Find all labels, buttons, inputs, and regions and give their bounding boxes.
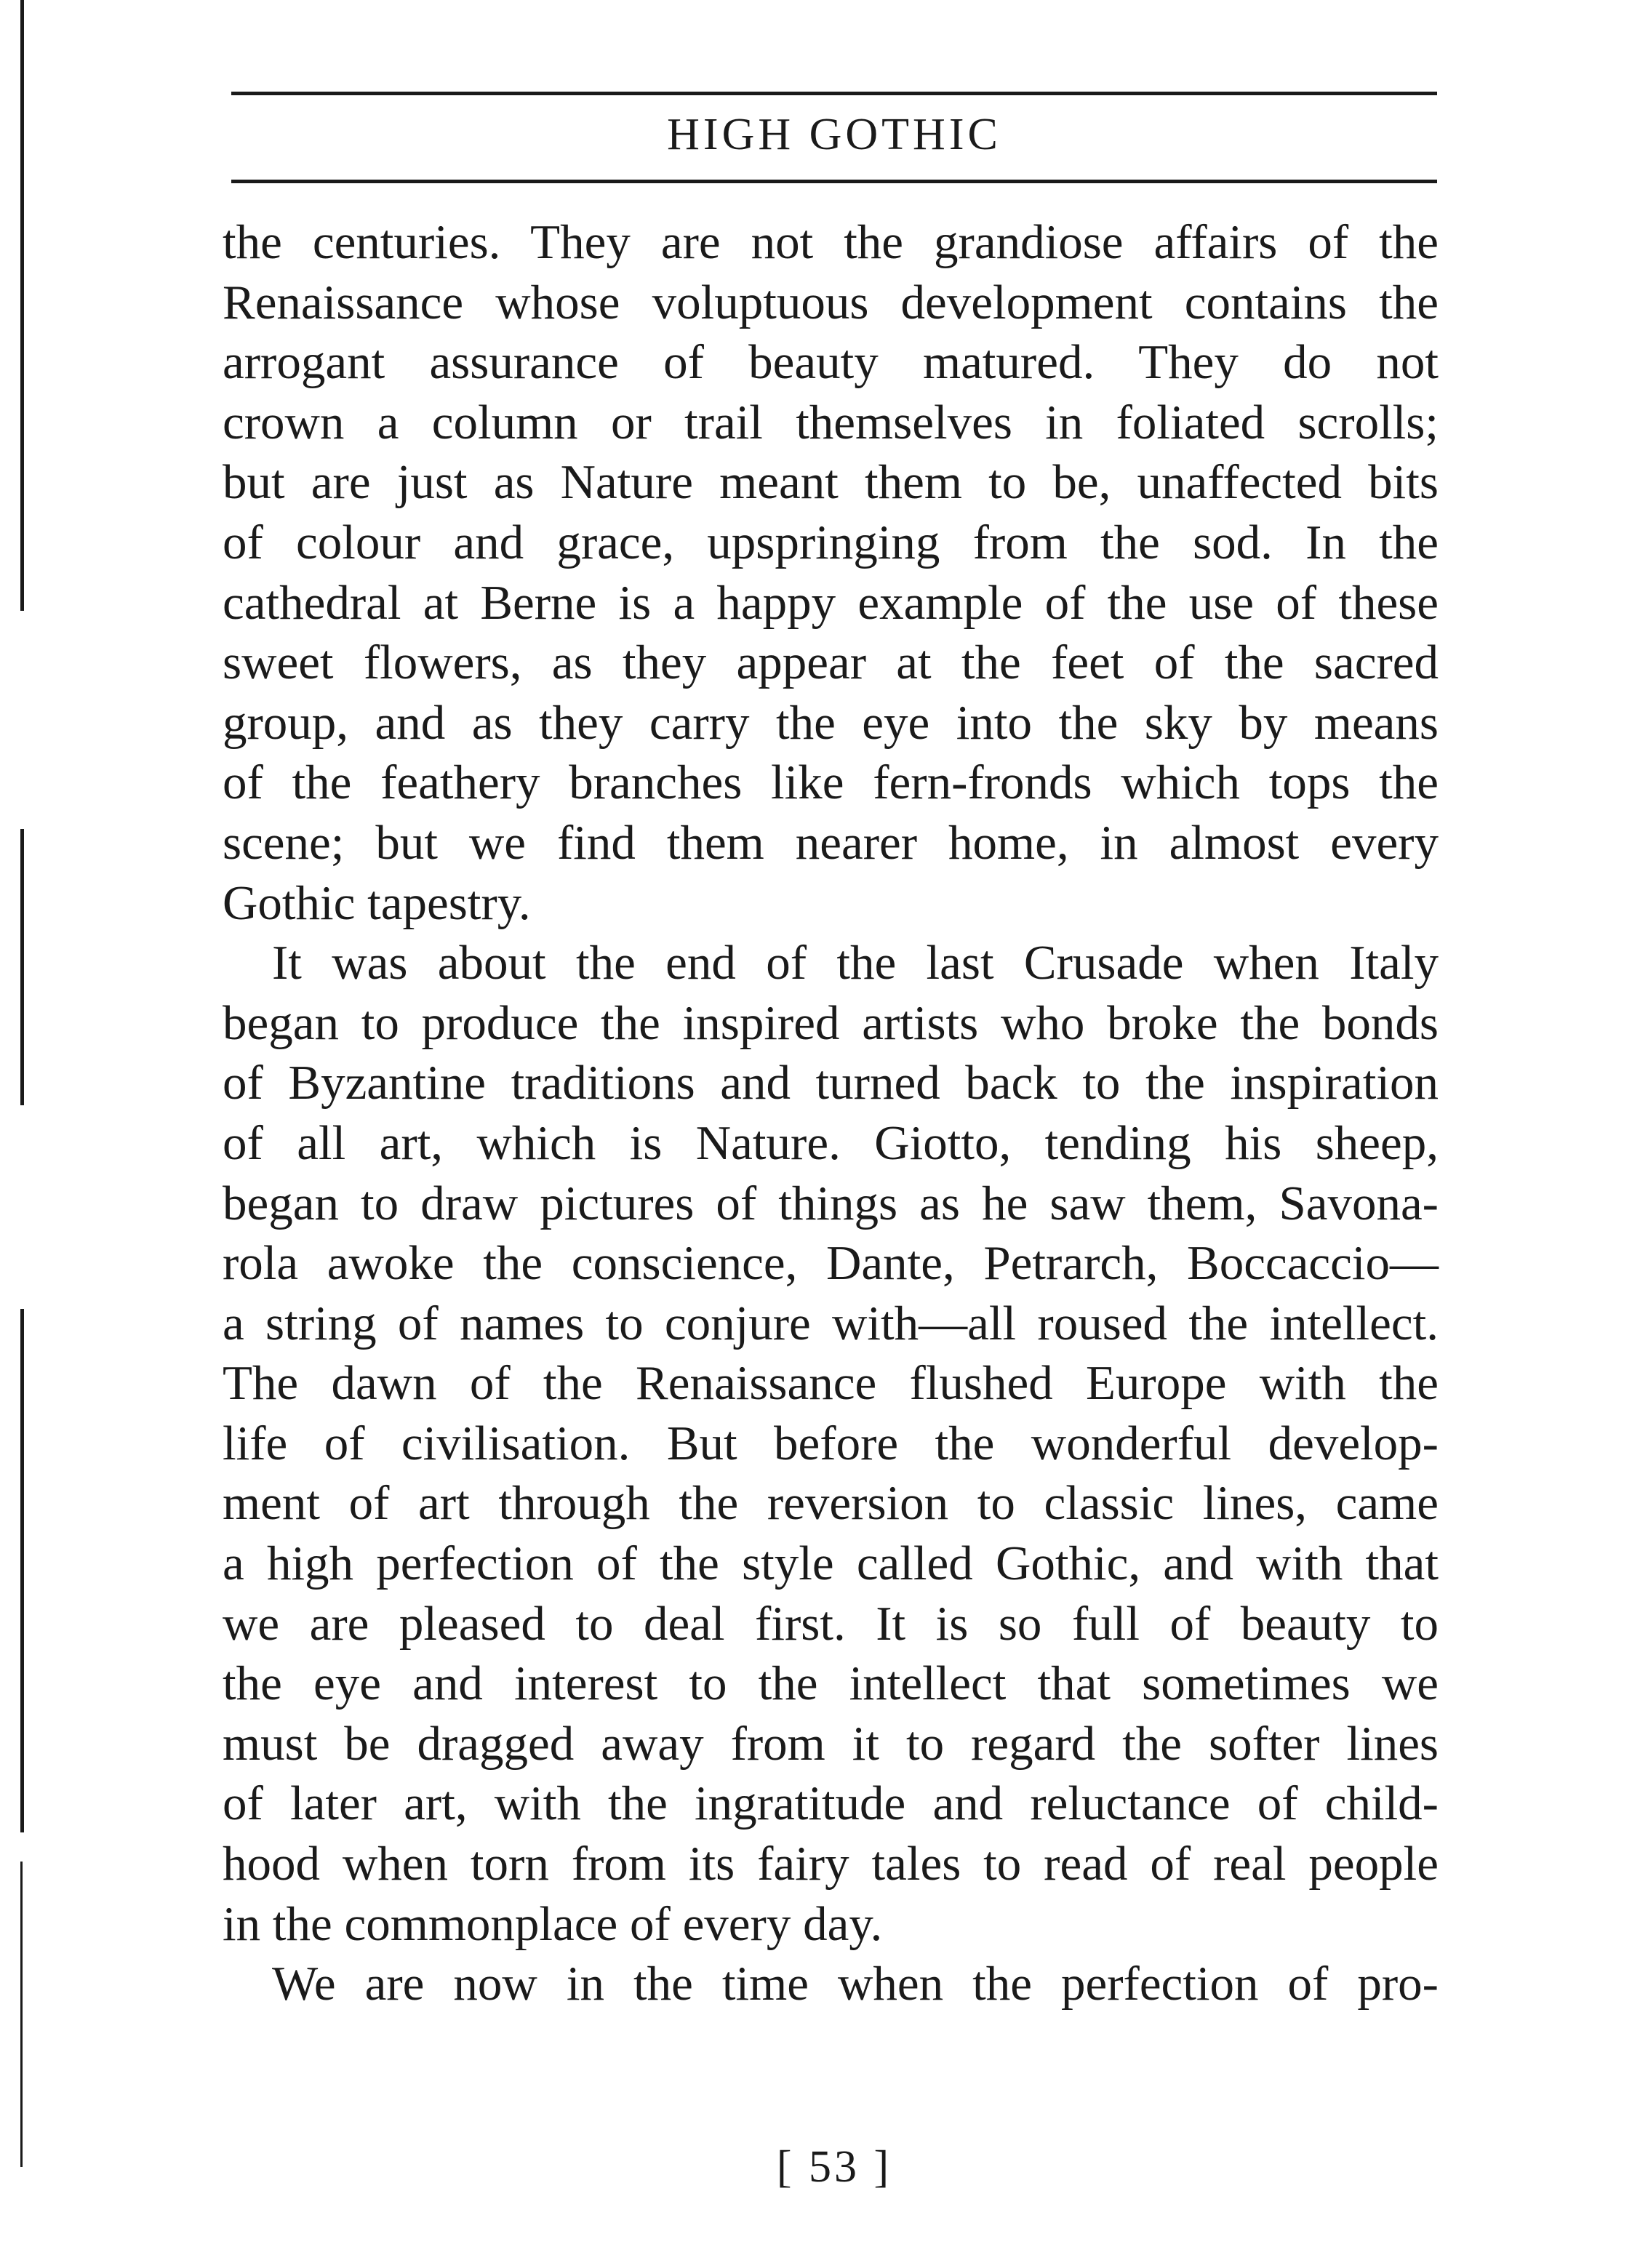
text-line: in the commonplace of every day.	[223, 1896, 883, 1951]
text-line: of Byzantine traditions and turned back to the inspiration	[223, 1056, 1439, 1110]
binding-edge-mark	[20, 1862, 23, 2167]
text-line: we are pleased to deal first. It is so full of beauty to	[223, 1596, 1439, 1651]
page-number: [ 53 ]	[776, 2142, 892, 2192]
running-head: HIGH GOTHIC	[667, 110, 1001, 159]
text-line: ment of art through the reversion to classic lines, came	[223, 1476, 1439, 1531]
text-line: cathedral at Berne is a happy example of the use of these	[223, 575, 1439, 630]
binding-edge-mark	[20, 1309, 24, 1832]
text-line: We are now in the time when the perfection of pro-	[272, 1957, 1439, 2011]
text-line: a string of names to conjure with—all roused the intellect.	[223, 1296, 1439, 1350]
text-line: life of civilisation. But before the wonderful develop-	[223, 1416, 1439, 1470]
text-line: It was about the end of the last Crusade when Italy	[272, 936, 1439, 990]
text-line: of later art, with the ingratitude and reluctance of child-	[223, 1776, 1439, 1831]
text-line: scene; but we find them nearer home, in almost every	[223, 815, 1439, 870]
text-line: began to produce the inspired artists who broke the bonds	[223, 995, 1439, 1050]
text-line: arrogant assurance of beauty matured. They do not	[223, 335, 1439, 390]
text-line: hood when torn from its fairy tales to read of real people	[223, 1837, 1439, 1891]
text-line: a high perfection of the style called Gothic, and with that	[223, 1536, 1439, 1591]
body-text	[223, 212, 1439, 2014]
text-line: the eye and interest to the intellect that sometimes we	[223, 1656, 1439, 1711]
text-line: The dawn of the Renaissance flushed Europe with the	[223, 1356, 1439, 1411]
text-line: sweet flowers, as they appear at the feet of the sacred	[223, 636, 1439, 690]
text-line: rola awoke the conscience, Dante, Petrarch, Boccaccio—	[223, 1236, 1439, 1291]
text-line: of all art, which is Nature. Giotto, tending his sheep,	[223, 1115, 1439, 1170]
header-rule-top	[231, 92, 1437, 95]
text-line: Renaissance whose voluptuous development contains the	[223, 275, 1439, 329]
text-line: Gothic tapestry.	[223, 875, 531, 930]
text-line: crown a column or trail themselves in foliated scrolls;	[223, 395, 1439, 449]
text-line: began to draw pictures of things as he saw them, Savona-	[223, 1176, 1439, 1230]
text-line: the centuries. They are not the grandiose affairs of the	[223, 215, 1439, 269]
header-rule-bottom	[231, 180, 1437, 183]
text-line: but are just as Nature meant them to be, unaffected bits	[223, 455, 1439, 510]
binding-edge-mark	[20, 0, 24, 611]
binding-edge-mark	[20, 829, 24, 1105]
text-line: must be dragged away from it to regard the softer lines	[223, 1716, 1439, 1771]
text-line: of the feathery branches like fern-fronds which tops the	[223, 756, 1439, 810]
text-line: of colour and grace, upspringing from the sod. In the	[223, 515, 1439, 569]
text-line: group, and as they carry the eye into the sky by means	[223, 695, 1439, 750]
